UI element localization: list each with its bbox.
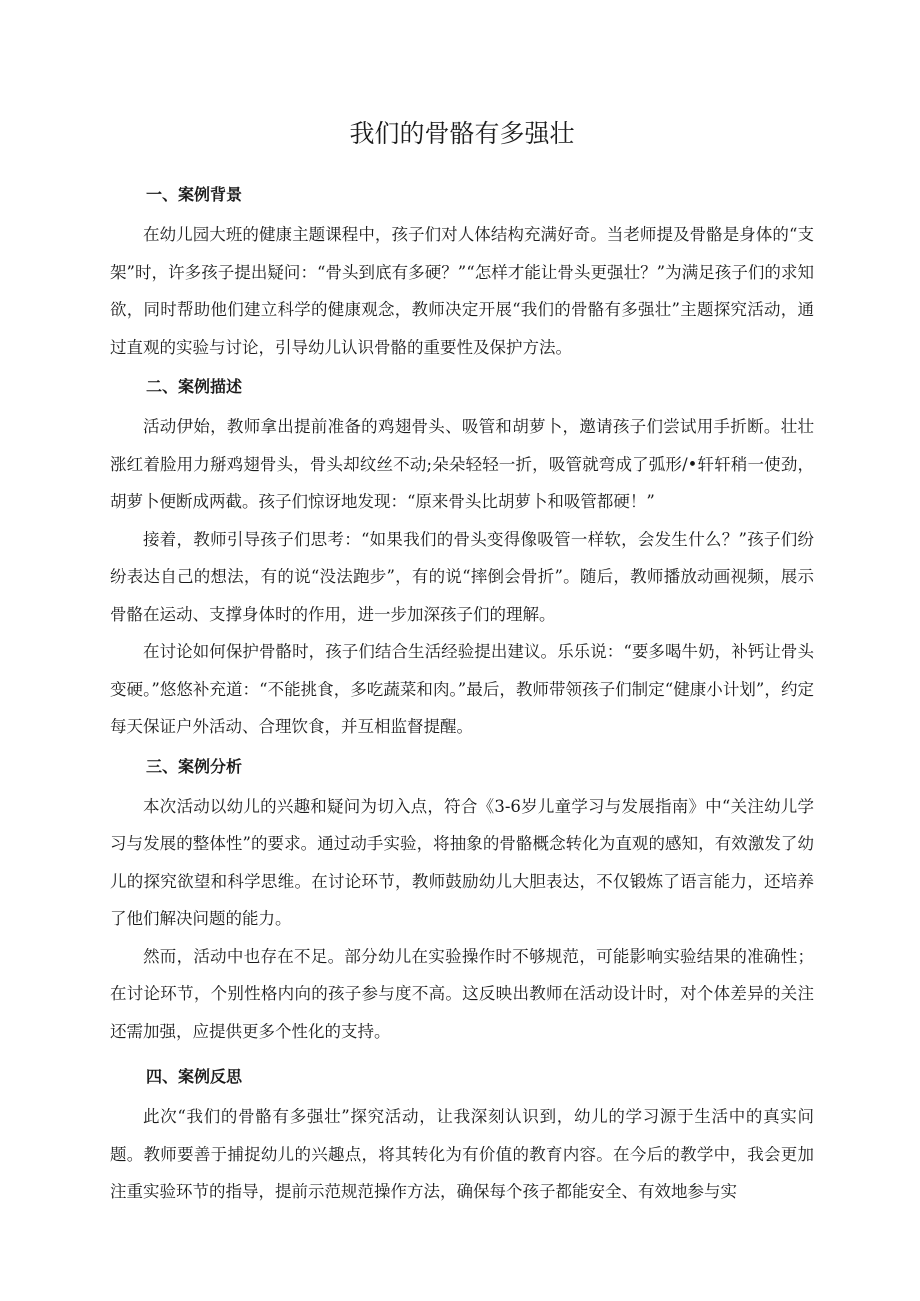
section-analysis	[110, 754, 814, 1051]
section-background	[110, 182, 814, 366]
section-description	[110, 374, 814, 746]
section-heading: 三、案例分析	[146, 756, 243, 776]
paragraph: 在讨论如何保护骨骼时，孩子们结合生活经验提出建议。乐乐说：“要多喝牛奶，补钙让骨头变硬。”悠悠补充道：“不能挑食，多吃蔬菜和肉。”最后，教师带领孩子们制定“健康小计划”，约定每天保证户外活动、合理饮食，并互相监督提醒。	[110, 642, 814, 736]
document-title: 我们的骨骼有多强壮	[349, 119, 575, 148]
section-heading: 二、案例描述	[146, 377, 243, 396]
section-heading: 一、案例背景	[146, 185, 243, 204]
paragraph: 此次“我们的骨骼有多强壮”探究活动，让我深刻认识到，幼儿的学习源于生活中的真实问题。教师要善于捕捉幼儿的兴趣点，将其转化为有价值的教育内容。在今后的教学中，我会更加注重实验环节的指导，提前示范规范操作方法，确保每个孩子都能安全、有效地参与实	[110, 1107, 814, 1201]
paragraph: 然而，活动中也存在不足。部分幼儿在实验操作时不够规范，可能影响实验结果的准确性；在讨论环节，个别性格内向的孩子参与度不高。这反映出教师在活动设计时，对个体差异的关注还需加强，应提供更多个性化的支持。	[110, 946, 814, 1041]
paragraph: 接着，教师引导孩子们思考：“如果我们的骨头变得像吸管一样软，会发生什么？”孩子们纷纷表达自己的想法，有的说“没法跑步”，有的说“摔倒会骨折”。随后，教师播放动画视频，展示骨骼在运动、支撑身体时的作用，进一步加深孩子们的理解。	[110, 529, 814, 624]
paragraph: 在幼儿园大班的健康主题课程中，孩子们对人体结构充满好奇。当老师提及骨骼是身体的“支架”时，许多孩子提出疑问：“骨头到底有多硬？”“怎样才能让骨头更强壮？”为满足孩子们的求知欲，同时帮助他们建立科学的健康观念，教师决定开展“我们的骨骼有多强壮”主题探究活动，通过直观的实验与讨论，引导幼儿认识骨骼的重要性及保护方法。	[110, 225, 814, 357]
section-reflection	[110, 1064, 814, 1211]
section-heading: 四、案例反思	[146, 1067, 243, 1086]
paragraph: 活动伊始，教师拿出提前准备的鸡翅骨头、吸管和胡萝卜，邀请孩子们尝试用手折断。壮壮涨红着脸用力掰鸡翅骨头，骨头却纹丝不动;朵朵轻轻一折，吸管就弯成了弧形/•轩轩稍一使劲，胡萝卜便断成两截。孩子们惊讶地发现：“原来骨头比胡萝卜和吸管都硬！”	[110, 417, 814, 511]
paragraph: 本次活动以幼儿的兴趣和疑问为切入点，符合《3-6岁儿童学习与发展指南》中“关注幼儿学习与发展的整体性”的要求。通过动手实验，将抽象的骨骼概念转化为直观的感知，有效激发了幼儿的探究欲望和科学思维。在讨论环节，教师鼓励幼儿大胆表达，不仅锻炼了语言能力，还培养了他们解决问题的能力。	[110, 796, 814, 928]
